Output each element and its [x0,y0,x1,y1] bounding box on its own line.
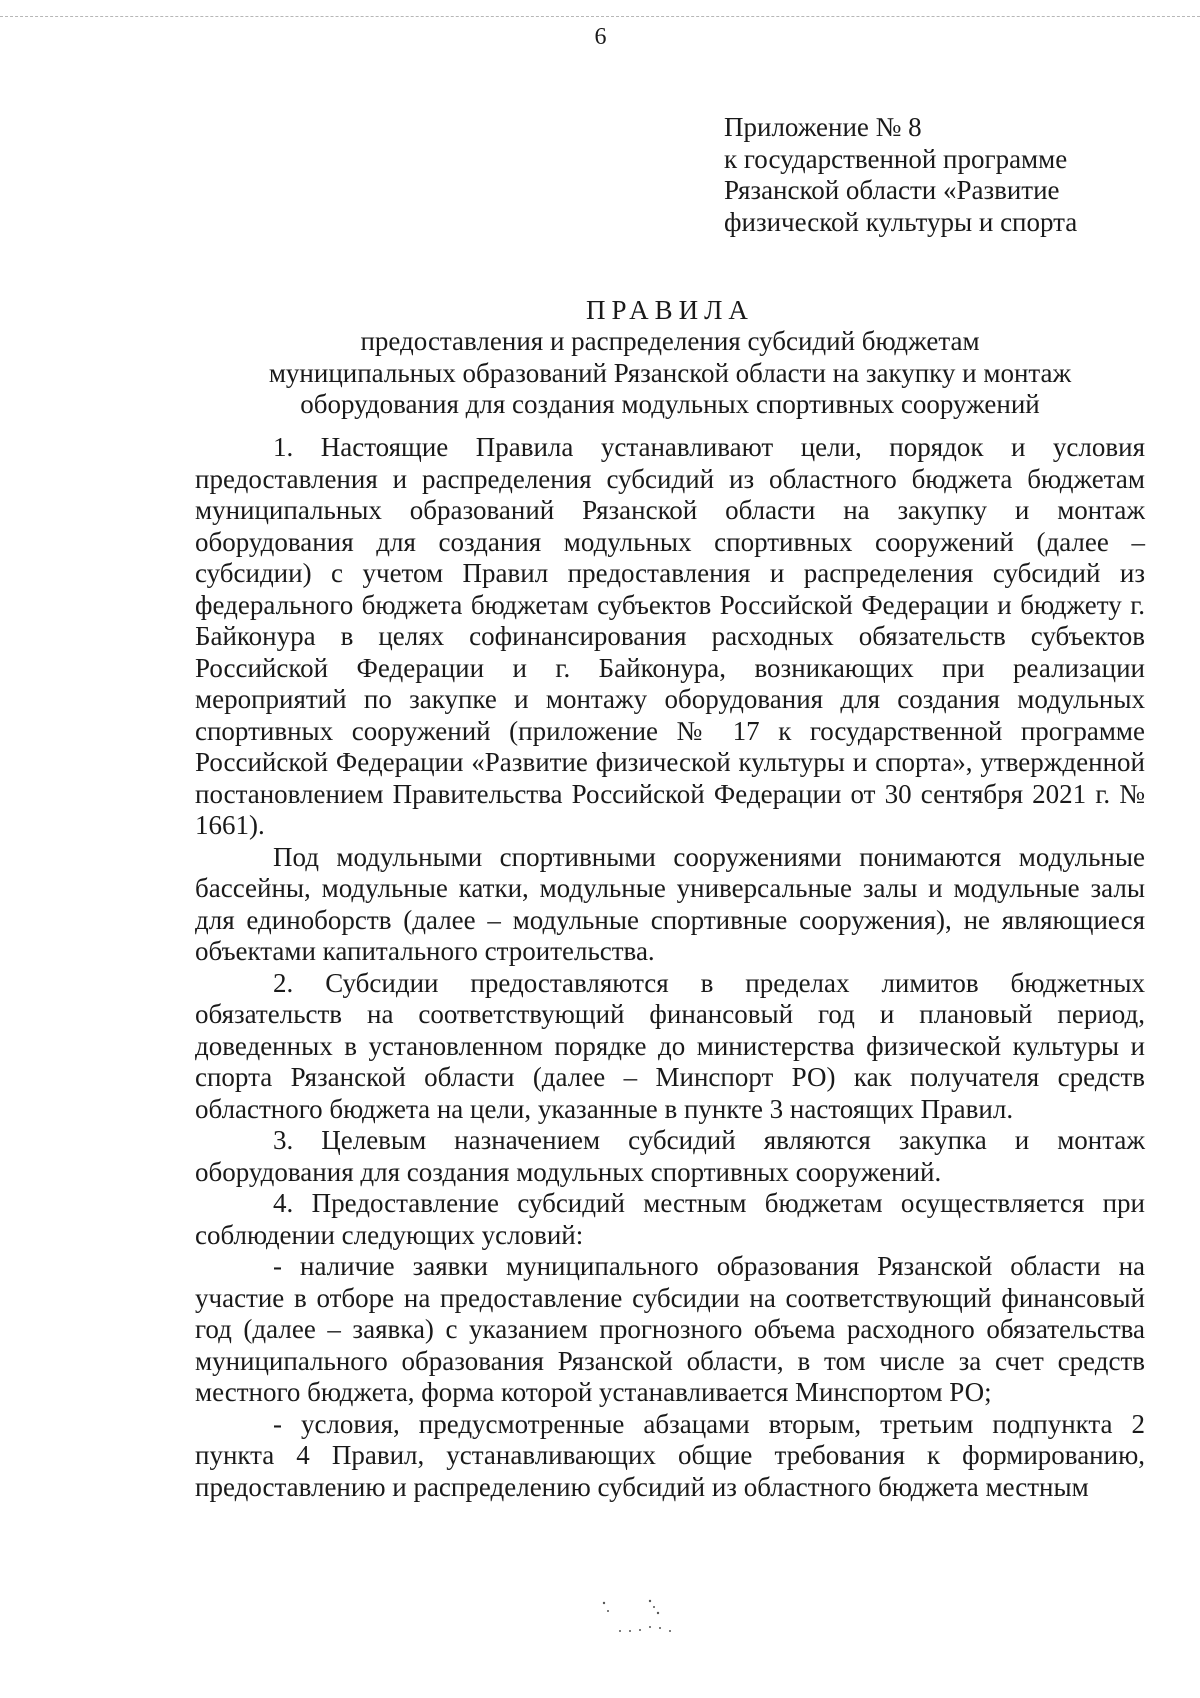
paragraph-2: 2. Субсидии предоставляются в пределах лимитов бюджетных обязательств на соответствующий финансовый год и плановый период, доведенных в установленном порядке до министерства физической культуры и спорта Рязанской области (далее – Минспорт РО) как получателя средств областного бюджета на цели, указанные в пункте 3 настоящих Правил. [195,967,1145,1124]
page-number: 6 [594,24,607,50]
scan-top-edge [0,16,1200,17]
annex-line: к государственной программе [724,143,1068,174]
document-body [195,432,1145,1503]
subtitle-line: оборудования для создания модульных спортивных сооружений [300,389,1040,419]
paragraph-1: 1. Настоящие Правила устанавливают цели, порядок и условия предоставления и распределения субсидий из областного бюджета бюджетам муниципальных образований Рязанской области на закупку и монтаж оборудования для создания модульных спортивных сооружений (далее – субсидии) с учетом Правил предоставления и распределения субсидий из федерального бюджета бюджетам субъектов Российской Федерации и бюджету г. Байконура в целях софинансирования расходных обязательств субъектов Российской Федерации и г. Байконура, возникающих при реализации мероприятий по закупке и монтажу оборудования для создания модульных спортивных сооружений (приложение № 17 к государственной программе Российской Федерации «Развитие физической культуры и спорта», утвержденной постановлением Правительства Российской Федерации от 30 сентября 2021 г. № 1661). [195,432,1145,840]
paragraph-3: 3. Целевым назначением субсидий являются закупка и монтаж оборудования для создания модульных спортивных сооружений. [195,1125,1145,1187]
paragraph-definition: Под модульными спортивными сооружениями понимаются модульные бассейны, модульные катки, модульные универсальные залы и модульные залы для единоборств (далее – модульные спортивные сооружения), не являющиеся объектами капитального строительства. [195,841,1145,966]
document-title: ПРАВИЛА [586,295,754,325]
paragraph-4: 4. Предоставление субсидий местным бюджетам осуществляется при соблюдении следующих условий: [195,1188,1145,1250]
annex-line: Приложение № 8 [724,112,922,142]
annex-line: Рязанской области «Развитие [724,175,1060,205]
condition-item: - наличие заявки муниципального образования Рязанской области на участие в отборе на предоставление субсидии на соответствующий финансовый год (далее – заявка) с указанием прогнозного объема расходного обязательства муниципального образования Рязанской области, в том числе за счет средств местного бюджета, форма которой устанавливается Минспортом РО; [195,1251,1145,1407]
annex-block [724,112,1077,238]
condition-item: - условия, предусмотренные абзацами вторым, третьим подпункта 2 пункта 4 Правил, устанавливающих общие требования к формированию, предоставлению и распределению субсидий из областного бюджета местным [195,1408,1145,1502]
annex-line: физической культуры и спорта [724,206,1078,237]
subtitle-line: предоставления и распределения субсидий бюджетам [360,326,980,356]
scan-artifact-mark [600,1597,680,1637]
document-subtitle [195,326,1145,421]
subtitle-line: муниципальных образований Рязанской области на закупку и монтаж [268,357,1072,388]
